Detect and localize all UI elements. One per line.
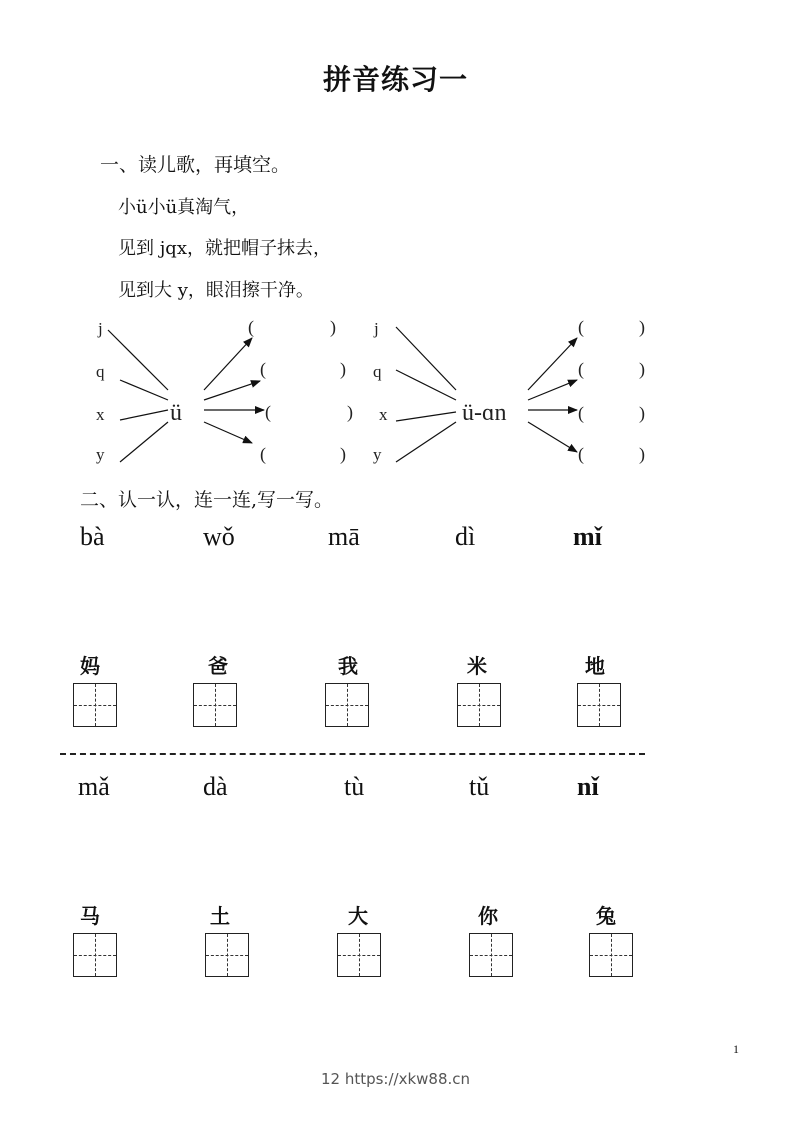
blank-open-4: ( [260, 444, 266, 464]
hanzi-ma-mother: 妈 [80, 654, 100, 678]
hanzi-tu-rabbit: 兔 [596, 904, 616, 928]
dashed-separator [60, 753, 645, 755]
diagram-right [373, 317, 645, 465]
writing-grid-box[interactable] [325, 683, 369, 727]
writing-grid-box[interactable] [205, 933, 249, 977]
initial-x: x [379, 405, 388, 424]
center-u-an: ü-ɑn [462, 400, 507, 426]
blank-open-2: ( [578, 359, 584, 379]
pinyin-wo: wǒ [203, 522, 235, 551]
blank-open-3: ( [265, 402, 271, 422]
pinyin-tu3: tǔ [469, 772, 490, 801]
blank-open-4: ( [578, 444, 584, 464]
diagram-left [96, 317, 353, 465]
initial-y: y [373, 445, 382, 464]
writing-grid-box[interactable] [577, 683, 621, 727]
hanzi-wo: 我 [338, 654, 358, 678]
hanzi-di: 地 [585, 654, 605, 678]
writing-grid-box[interactable] [469, 933, 513, 977]
blank-close-4: ) [340, 444, 346, 464]
section1-heading: 一、读儿歌，再填空。 [100, 154, 291, 176]
pinyin-tu4: tù [344, 772, 365, 801]
hanzi-ni: 你 [478, 904, 498, 928]
blank-close-3: ) [347, 402, 353, 422]
hanzi-mi: 米 [467, 654, 487, 678]
pinyin-ba: bà [80, 522, 105, 551]
pinyin-ma3: mǎ [78, 772, 110, 801]
hanzi-ba: 爸 [208, 654, 228, 678]
section2-heading: 二、认一认，连一连,写一写。 [80, 489, 334, 511]
poem-line-3: 见到大 y，眼泪擦干净。 [118, 280, 314, 301]
pinyin-mi: mǐ [573, 522, 602, 551]
pinyin-da: dà [203, 772, 228, 801]
writing-grid-box[interactable] [73, 683, 117, 727]
pinyin-ni: nǐ [577, 772, 599, 801]
page-title: 拼音练习一 [322, 63, 468, 96]
pinyin-di: dì [455, 522, 476, 551]
center-u-umlaut: ü [170, 400, 182, 426]
pinyin-diagram [0, 305, 791, 475]
blank-close-4: ) [639, 444, 645, 464]
writing-grid-box[interactable] [589, 933, 633, 977]
initial-j: j [98, 319, 103, 338]
writing-grid-box[interactable] [193, 683, 237, 727]
hanzi-tu-earth: 土 [210, 904, 230, 928]
blank-open-1: ( [578, 317, 584, 337]
blank-close-3: ) [639, 403, 645, 423]
poem-line-1: 小ü小ü真淘气， [118, 197, 250, 218]
initial-j: j [374, 319, 379, 338]
footer-watermark: 12 https://xkw88.cn [320, 1070, 471, 1088]
blank-open-3: ( [578, 403, 584, 423]
poem-line-2: 见到 jqx，就把帽子抹去， [118, 238, 331, 259]
blank-close-2: ) [639, 359, 645, 379]
pinyin-ma1: mā [328, 522, 360, 551]
hanzi-ma-horse: 马 [80, 904, 100, 928]
page-number: 1 [733, 1042, 739, 1056]
writing-grid-box[interactable] [457, 683, 501, 727]
initial-q: q [373, 362, 382, 381]
blank-open-2: ( [260, 359, 266, 379]
writing-grid-box[interactable] [337, 933, 381, 977]
blank-close-1: ) [330, 317, 336, 337]
initial-x: x [96, 405, 105, 424]
writing-grid-box[interactable] [73, 933, 117, 977]
blank-close-1: ) [639, 317, 645, 337]
blank-close-2: ) [340, 359, 346, 379]
hanzi-da: 大 [348, 904, 368, 928]
blank-open-1: ( [248, 317, 254, 337]
initial-q: q [96, 362, 105, 381]
initial-y: y [96, 445, 105, 464]
